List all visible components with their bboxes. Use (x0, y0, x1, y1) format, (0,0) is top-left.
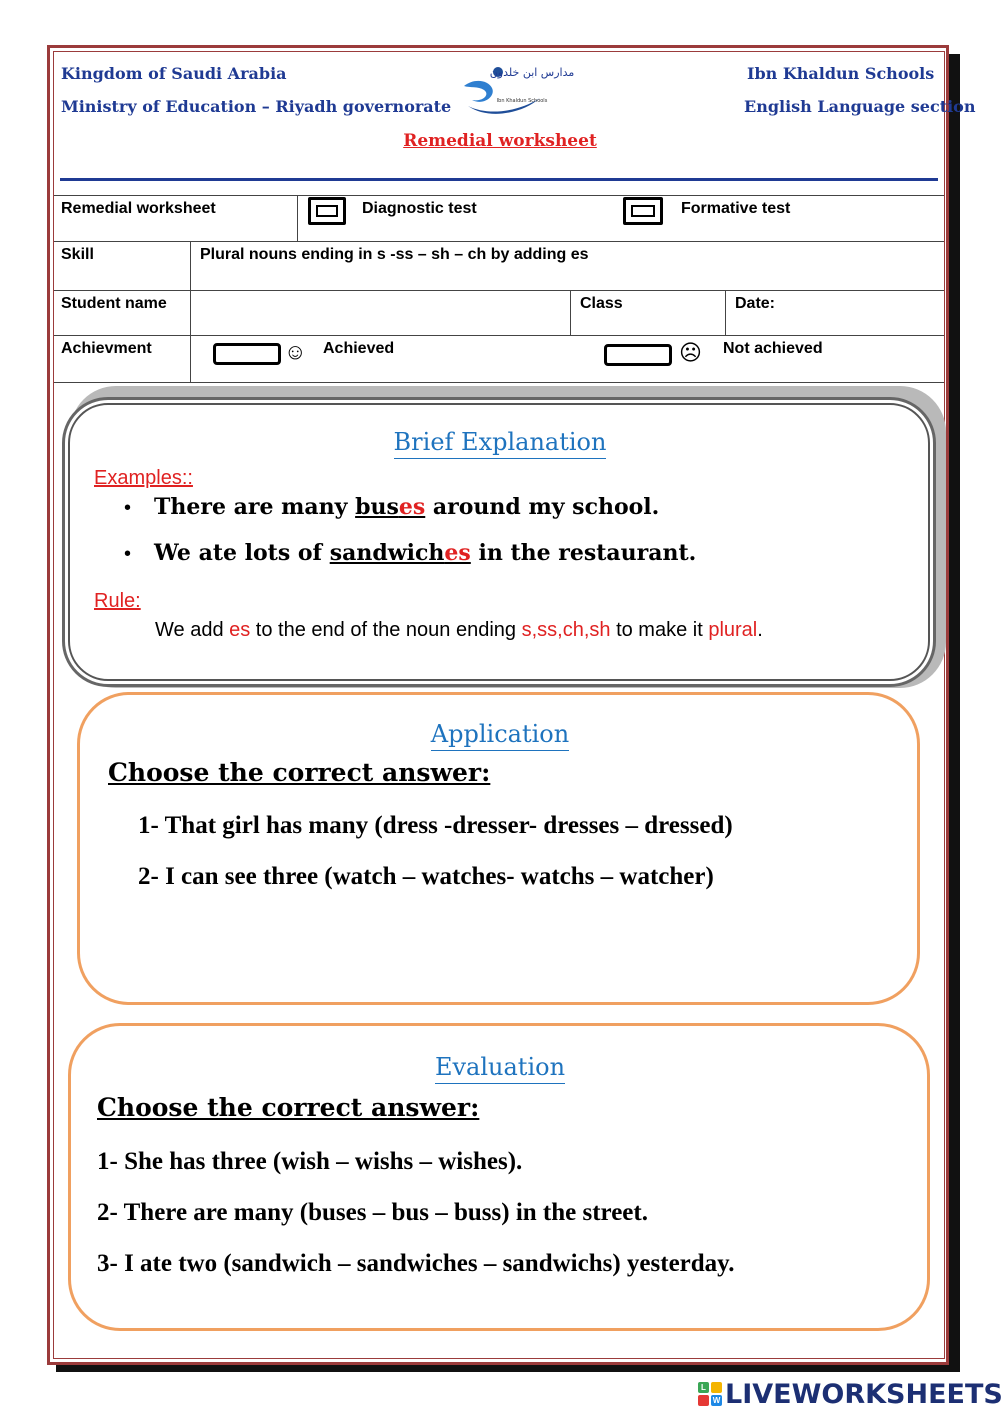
header-ministry: Ministry of Education – Riyadh governorate (61, 97, 452, 116)
class-field[interactable] (640, 292, 723, 333)
rule-label: Rule: (94, 590, 141, 612)
table-line (297, 195, 298, 241)
bullet: • (124, 497, 132, 519)
skill-label: Skill (61, 246, 94, 263)
application-question-1[interactable]: 1- That girl has many (dress -dresser- dresses – dressed) (138, 812, 733, 839)
evaluation-question-2[interactable]: 2- There are many (buses – bus – buss) in the street. (97, 1199, 648, 1226)
worksheet-title: Remedial worksheet (403, 131, 597, 151)
rule-text: We add es to the end of the noun ending s,ss,ch,sh to make it plural. (155, 619, 763, 641)
date-field[interactable] (785, 292, 943, 333)
evaluation-title: Evaluation (0, 1053, 1000, 1081)
table-line (54, 290, 944, 291)
student-name-field[interactable] (192, 292, 568, 333)
evaluation-question-3[interactable]: 3- I ate two (sandwich – sandwiches – sandwichs) yesterday. (97, 1250, 735, 1277)
school-logo (458, 62, 575, 122)
option-formative-test: Formative test (681, 200, 791, 217)
header-divider (60, 178, 938, 181)
option-diagnostic-test: Diagnostic test (362, 200, 477, 217)
example-1: There are many buses around my school. (154, 494, 660, 520)
explanation-title: Brief Explanation (0, 428, 1000, 456)
header-country: Kingdom of Saudi Arabia (61, 64, 287, 83)
liveworksheets-text: LIVEWORKSHEETS (725, 1378, 1003, 1410)
table-line (570, 290, 571, 335)
svg-text:Ibn Khaldun Schools: Ibn Khaldun Schools (496, 98, 548, 104)
table-line (54, 382, 944, 383)
example-2: We ate lots of sandwiches in the restaurant. (154, 540, 697, 566)
diagnostic-test-checkbox[interactable] (308, 197, 346, 225)
table-line (54, 335, 944, 336)
bullet: • (124, 543, 132, 565)
school-logo-icon (458, 62, 575, 122)
table-line (190, 241, 191, 382)
achieved-label: Achieved (323, 340, 395, 357)
application-instruction: Choose the correct answer: (108, 758, 491, 787)
achieved-checkbox[interactable] (213, 343, 281, 365)
table-line (725, 290, 726, 335)
svg-text:مدارس ابن خلدون: مدارس ابن خلدون (489, 66, 575, 79)
sad-face-icon: ☹ (679, 340, 702, 365)
header-school: Ibn Khaldun Schools (747, 64, 935, 83)
table-line (54, 195, 944, 196)
student-name-label: Student name (61, 295, 167, 312)
date-label: Date: (735, 295, 776, 312)
class-label: Class (580, 295, 623, 312)
liveworksheets-watermark (698, 1378, 1003, 1410)
achievement-label: Achievment (61, 340, 152, 357)
formative-test-checkbox[interactable] (623, 197, 663, 225)
examples-label: Examples:: (94, 467, 193, 489)
not-achieved-checkbox[interactable] (604, 344, 672, 366)
liveworksheets-logo-icon: L W (698, 1382, 722, 1406)
table-line (54, 241, 944, 242)
not-achieved-label: Not achieved (723, 340, 823, 357)
evaluation-question-1[interactable]: 1- She has three (wish – wishs – wishes). (97, 1148, 523, 1175)
happy-face-icon: ☺ (284, 339, 307, 364)
option-remedial-worksheet: Remedial worksheet (61, 200, 216, 217)
skill-value: Plural nouns ending in s -ss – sh – ch by adding es (200, 246, 589, 263)
header-section: English Language section (744, 97, 976, 116)
evaluation-instruction: Choose the correct answer: (97, 1093, 480, 1122)
application-title: Application (0, 720, 1000, 748)
application-question-2[interactable]: 2- I can see three (watch – watches- watchs – watcher) (138, 863, 714, 890)
